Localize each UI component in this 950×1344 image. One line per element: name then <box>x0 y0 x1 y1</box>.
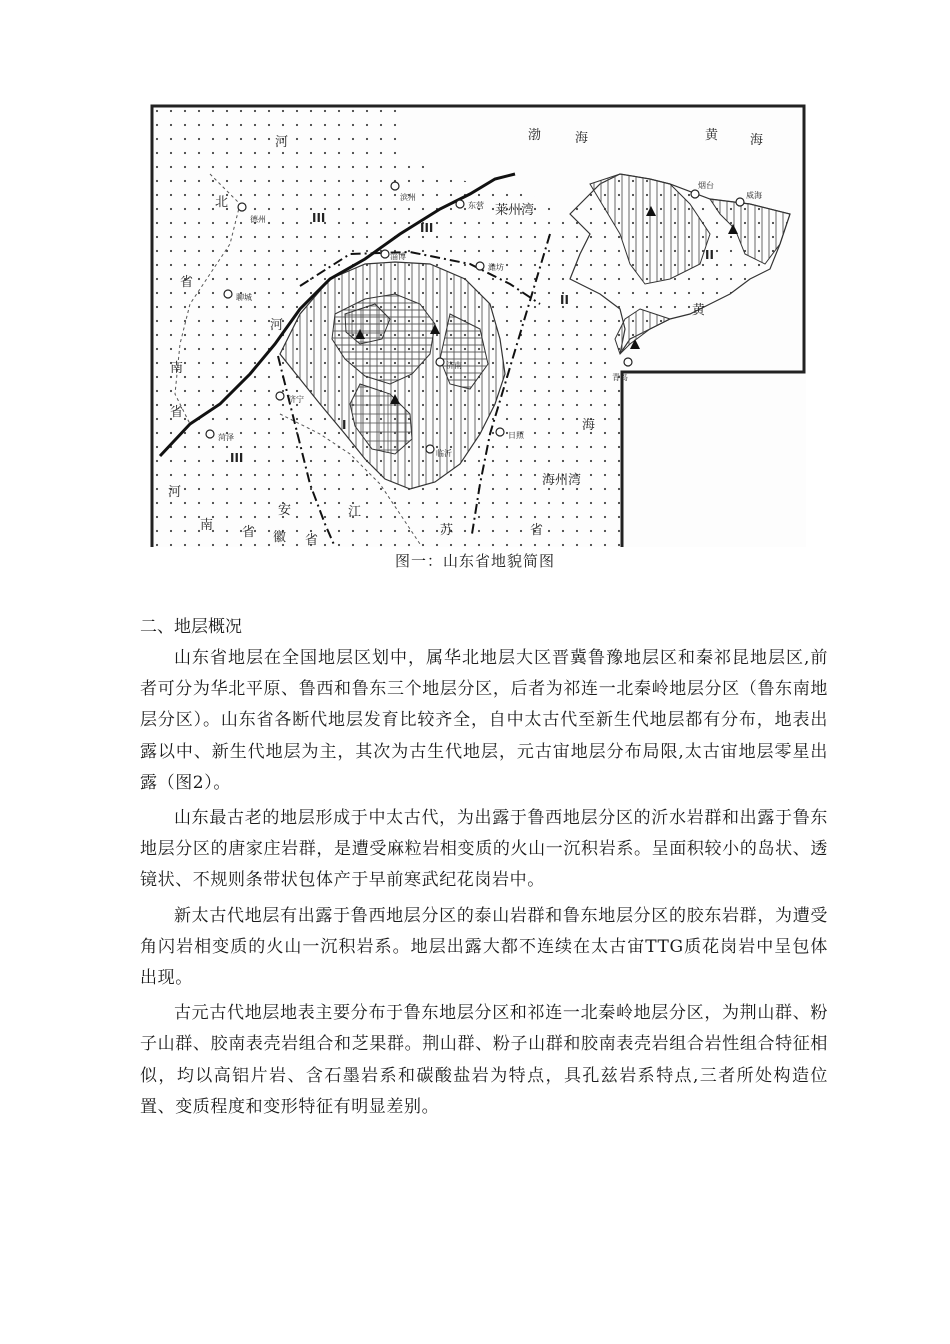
map-figure <box>150 104 806 547</box>
label-huang-east: 黄 <box>692 303 706 318</box>
figure-caption: 图一：山东省地貌简图 <box>394 552 555 570</box>
label-hebei-1: 河 <box>275 135 289 150</box>
city-binzhou: 滨州 <box>400 193 416 202</box>
label-jiangsu-1: 江 <box>348 505 362 520</box>
paragraph-3: 新太古代地层有出露于鲁西地层分区的泰山岩群和鲁东地层分区的胶东岩群，为遭受角闪岩相变质的火山一沉积岩系。地层出露大都不连续在太古宙TTG质花岗岩中呈包体出现。 <box>140 905 828 989</box>
city-dongying: 东营 <box>468 201 484 210</box>
label-zone-iii-a: III <box>312 211 326 225</box>
city-weifang: 潍坊 <box>488 263 504 272</box>
city-qingdao: 青岛 <box>612 373 628 382</box>
label-zone-ii-b: II <box>705 248 714 262</box>
label-zone-iii-b: III <box>420 221 434 235</box>
document-body <box>140 612 828 1127</box>
city-jining: 济宁 <box>288 395 304 404</box>
label-zone-iii-c: III <box>230 451 244 465</box>
label-laizhou-bay: 莱州湾 <box>495 203 535 218</box>
label-henan-2: 南 <box>170 361 184 376</box>
city-jinan: 济南 <box>446 361 462 370</box>
city-zibo: 淄博 <box>390 252 406 261</box>
paragraph-2: 山东最古老的地层形成于中太古代，为出露于鲁西地层分区的沂水岩群和出露于鲁东地层分区的唐家庄岩群，是遭受麻粒岩相变质的火山一沉积岩系。呈面积较小的岛状、透镜状、不规则条带状包体产于早前寒武纪花岗岩中。 <box>140 808 828 891</box>
label-bohai-1: 渤 <box>528 128 542 143</box>
label-henan-b3: 省 <box>242 525 256 540</box>
label-henan-b2: 南 <box>200 518 214 533</box>
paragraph-1: 山东省地层在全国地层区划中，属华北地层大区晋冀鲁豫地层区和秦祁昆地层区,前者可分为华北平原、鲁西和鲁东三个地层分区，后者为祁连一北秦岭地层分区（鲁东南地层分区）。山东省各断代地层发育比较齐全，自中太古代至新生代地层都有分布，地表出露以中、新生代地层为主，其次为古生代地层，元古宙地层分布局限,太古宙地层零星出露（图2）。 <box>140 648 828 793</box>
section-title: 二、地层概况 <box>140 617 242 637</box>
label-anhui-3: 省 <box>305 533 319 547</box>
label-henan-3: 省 <box>170 405 184 420</box>
city-weihai: 威海 <box>746 191 762 200</box>
shandong-landform-map <box>150 104 806 547</box>
label-huang-2: 海 <box>750 133 764 148</box>
label-huang-1: 黄 <box>705 128 719 143</box>
city-liaocheng: 聊城 <box>236 293 252 302</box>
city-yantai: 烟台 <box>698 181 714 190</box>
label-jiangsu-3: 省 <box>530 523 544 538</box>
city-heze: 菏泽 <box>218 433 234 442</box>
label-hebei-2: 北 <box>215 195 229 210</box>
label-haizhou-bay: 海州湾 <box>542 473 582 488</box>
label-hai-east: 海 <box>582 418 596 433</box>
label-zone-i: I <box>342 418 347 432</box>
city-linyi: 临沂 <box>436 449 452 458</box>
label-zone-ii-a: II <box>560 293 569 307</box>
city-rizhao: 日照 <box>508 431 524 440</box>
label-anhui-1: 安 <box>278 503 292 518</box>
paragraph-4: 古元古代地层地表主要分布于鲁东地层分区和祁连一北秦岭地层分区，为荆山群、粉子山群、胶南表壳岩组合和芝果群。荆山群、粉子山群和胶南表壳岩组合岩性组合特征相似，均以高铝片岩、含石墨岩系和碳酸盐岩为特点，具孔兹岩系特点,三者所处构造位置、变质程度和变形特征有明显差别。 <box>140 1003 828 1117</box>
label-henan-b1: 河 <box>168 485 182 500</box>
label-sheng-1: 省 <box>180 275 194 290</box>
label-bohai-2: 海 <box>575 131 589 146</box>
label-anhui-2: 徽 <box>273 530 287 545</box>
city-dezhou: 德州 <box>250 215 266 224</box>
label-henan-1: 河 <box>270 318 284 333</box>
label-jiangsu-2: 苏 <box>440 523 454 538</box>
